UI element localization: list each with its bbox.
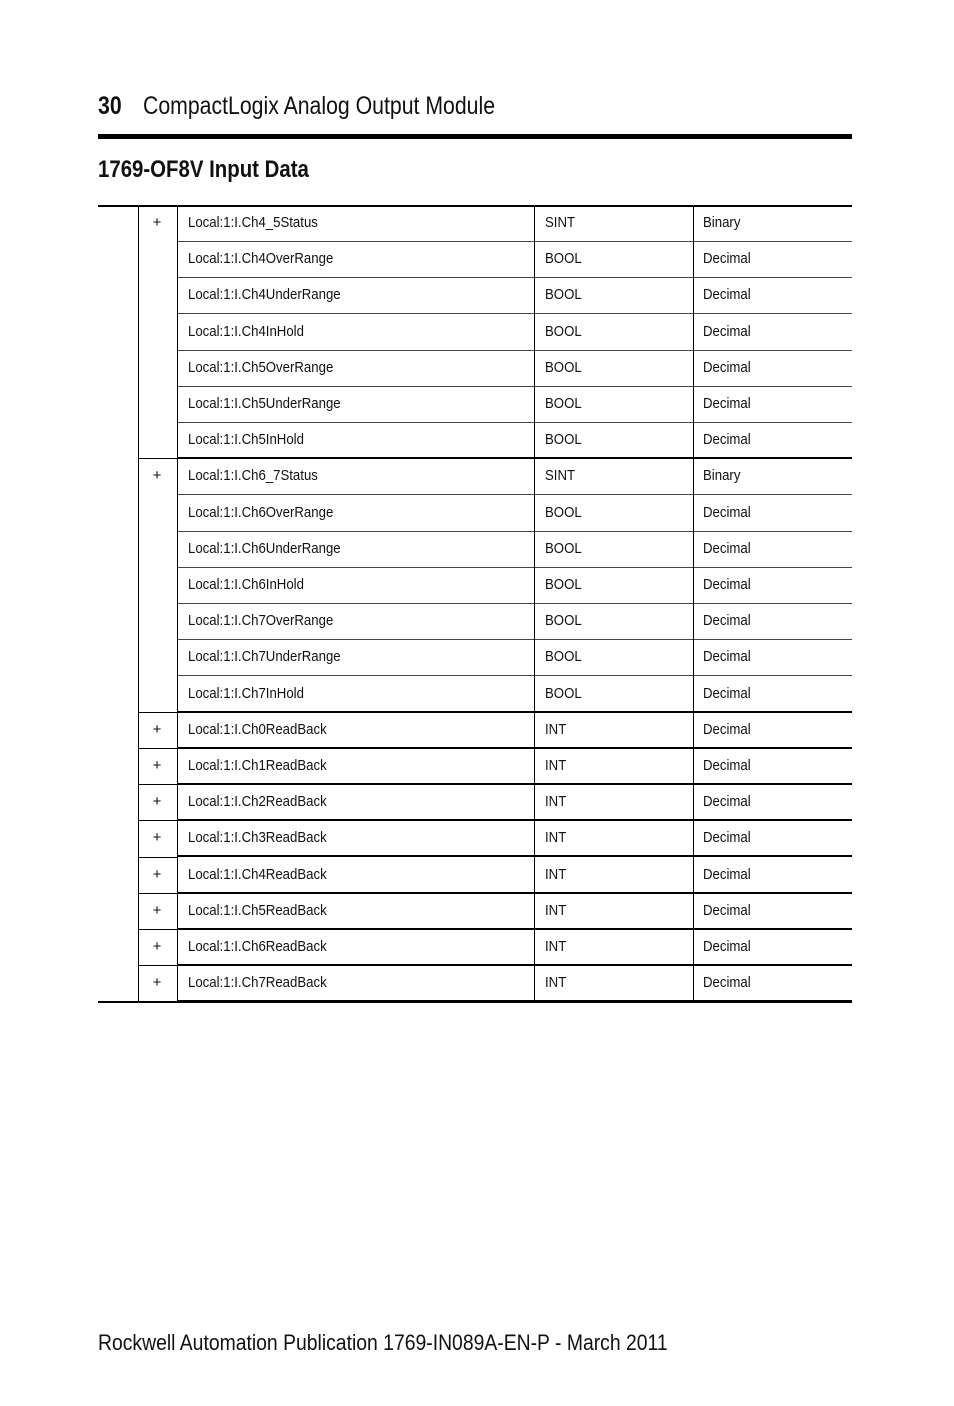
style-cell: Decimal: [703, 431, 751, 449]
tag-name-cell: Local:1:I.Ch7ReadBack: [188, 974, 327, 992]
style-cell: Decimal: [703, 865, 751, 883]
table-row: [177, 604, 852, 640]
style-cell: Decimal: [703, 938, 751, 955]
tag-name-cell: Local:1:I.Ch6OverRange: [188, 503, 334, 521]
expand-plus-icon[interactable]: +: [152, 793, 162, 811]
expand-plus-icon[interactable]: +: [152, 214, 162, 231]
tag-name-cell: Local:1:I.Ch6_7Status: [188, 467, 318, 485]
style-cell: Decimal: [703, 358, 751, 376]
tag-name-cell: Local:1:I.Ch5UnderRange: [188, 395, 341, 412]
data-type-cell: BOOL: [545, 576, 582, 593]
table-row: [177, 640, 852, 676]
group-separator: [138, 965, 177, 966]
group-separator: [138, 712, 177, 713]
data-type-cell: INT: [545, 901, 567, 919]
tag-name-cell: Local:1:I.Ch6UnderRange: [188, 539, 341, 557]
data-type-cell: INT: [545, 757, 567, 774]
table-row: [177, 894, 852, 930]
tag-name-cell: Local:1:I.Ch0ReadBack: [188, 720, 327, 738]
data-type-cell: BOOL: [545, 395, 582, 412]
data-type-cell: BOOL: [545, 322, 582, 340]
data-type-cell: BOOL: [545, 431, 582, 449]
style-cell: Decimal: [703, 503, 751, 521]
expand-plus-icon[interactable]: +: [152, 901, 162, 919]
expand-plus-icon[interactable]: +: [152, 865, 162, 883]
tag-name-cell: Local:1:I.Ch4UnderRange: [188, 286, 341, 304]
style-cell: Binary: [703, 467, 741, 485]
table-row: [177, 821, 852, 857]
data-type-cell: BOOL: [545, 684, 582, 702]
table-row: [177, 496, 852, 532]
expand-plus-icon[interactable]: +: [152, 974, 162, 992]
column-divider-type: [534, 205, 535, 1002]
table-row: [177, 749, 852, 785]
table-row: [177, 858, 852, 894]
table-row: [177, 713, 852, 749]
data-type-cell: BOOL: [545, 250, 582, 268]
group-separator: [138, 820, 177, 821]
section-title: 1769-OF8V Input Data: [98, 156, 309, 183]
table-row: [177, 459, 852, 495]
group-separator: [138, 929, 177, 930]
style-cell: Decimal: [703, 684, 751, 702]
data-type-cell: SINT: [545, 467, 576, 485]
data-type-cell: BOOL: [545, 358, 582, 376]
style-cell: Decimal: [703, 829, 751, 847]
table-row: [177, 387, 852, 423]
table-row: [177, 315, 852, 351]
style-cell: Decimal: [703, 793, 751, 811]
table-bottom-border: [98, 1001, 852, 1003]
group-separator: [138, 784, 177, 785]
table-row: [177, 785, 852, 821]
data-type-cell: INT: [545, 974, 567, 992]
tag-name-cell: Local:1:I.Ch6ReadBack: [188, 938, 327, 955]
data-type-cell: BOOL: [545, 539, 582, 557]
data-type-cell: INT: [545, 938, 567, 955]
data-type-cell: INT: [545, 793, 567, 811]
style-cell: Decimal: [703, 720, 751, 738]
table-row: [177, 532, 852, 568]
column-divider-expand: [138, 205, 139, 1002]
page-header: [98, 92, 852, 128]
tag-name-cell: Local:1:I.Ch6InHold: [188, 576, 304, 593]
page-footer: Rockwell Automation Publication 1769-IN089A-EN-P - March 2011: [98, 1330, 668, 1355]
style-cell: Decimal: [703, 757, 751, 774]
table-row: [177, 242, 852, 278]
table-row: [177, 423, 852, 459]
table-row: [177, 930, 852, 966]
tag-name-cell: Local:1:I.Ch5ReadBack: [188, 901, 327, 919]
table-row: [177, 351, 852, 387]
data-type-cell: INT: [545, 720, 567, 738]
style-cell: Decimal: [703, 539, 751, 557]
tag-name-cell: Local:1:I.Ch7OverRange: [188, 612, 334, 630]
tag-name-cell: Local:1:I.Ch7UnderRange: [188, 648, 341, 666]
document-title: CompactLogix Analog Output Module: [143, 92, 496, 120]
style-cell: Decimal: [703, 901, 751, 919]
tag-name-cell: Local:1:I.Ch4ReadBack: [188, 865, 327, 883]
column-divider-style: [693, 205, 694, 1002]
table-row: [177, 568, 852, 604]
table-row: [177, 677, 852, 713]
tag-name-cell: Local:1:I.Ch4InHold: [188, 322, 304, 340]
style-cell: Decimal: [703, 395, 751, 412]
expand-plus-icon[interactable]: +: [152, 829, 162, 847]
expand-plus-icon[interactable]: +: [152, 938, 162, 955]
tag-name-cell: Local:1:I.Ch2ReadBack: [188, 793, 327, 811]
page-number: 30: [98, 92, 122, 120]
data-type-cell: BOOL: [545, 612, 582, 630]
data-type-cell: BOOL: [545, 286, 582, 304]
tag-name-cell: Local:1:I.Ch5OverRange: [188, 358, 334, 376]
style-cell: Decimal: [703, 322, 751, 340]
tag-name-cell: Local:1:I.Ch3ReadBack: [188, 829, 327, 847]
tag-name-cell: Local:1:I.Ch1ReadBack: [188, 757, 327, 774]
tag-name-cell: Local:1:I.Ch4OverRange: [188, 250, 334, 268]
data-type-cell: SINT: [545, 214, 576, 231]
header-rule: [98, 134, 852, 139]
expand-plus-icon[interactable]: +: [152, 720, 162, 738]
style-cell: Decimal: [703, 576, 751, 593]
table-row: [177, 278, 852, 314]
style-cell: Decimal: [703, 250, 751, 268]
group-separator: [138, 893, 177, 894]
column-divider-name: [177, 205, 178, 1002]
group-separator: [138, 458, 177, 459]
data-type-cell: BOOL: [545, 648, 582, 666]
style-cell: Decimal: [703, 612, 751, 630]
expand-plus-icon[interactable]: +: [152, 757, 162, 774]
data-type-cell: INT: [545, 865, 567, 883]
data-type-cell: INT: [545, 829, 567, 847]
style-cell: Binary: [703, 214, 741, 231]
tag-name-cell: Local:1:I.Ch5InHold: [188, 431, 304, 449]
style-cell: Decimal: [703, 648, 751, 666]
expand-plus-icon[interactable]: +: [152, 467, 162, 485]
style-cell: Decimal: [703, 286, 751, 304]
tag-name-cell: Local:1:I.Ch7InHold: [188, 684, 304, 702]
group-separator: [138, 748, 177, 749]
table-row: [177, 206, 852, 242]
style-cell: Decimal: [703, 974, 751, 992]
table-row: [177, 966, 852, 1002]
tag-name-cell: Local:1:I.Ch4_5Status: [188, 214, 318, 231]
group-separator: [138, 857, 177, 858]
data-type-cell: BOOL: [545, 503, 582, 521]
